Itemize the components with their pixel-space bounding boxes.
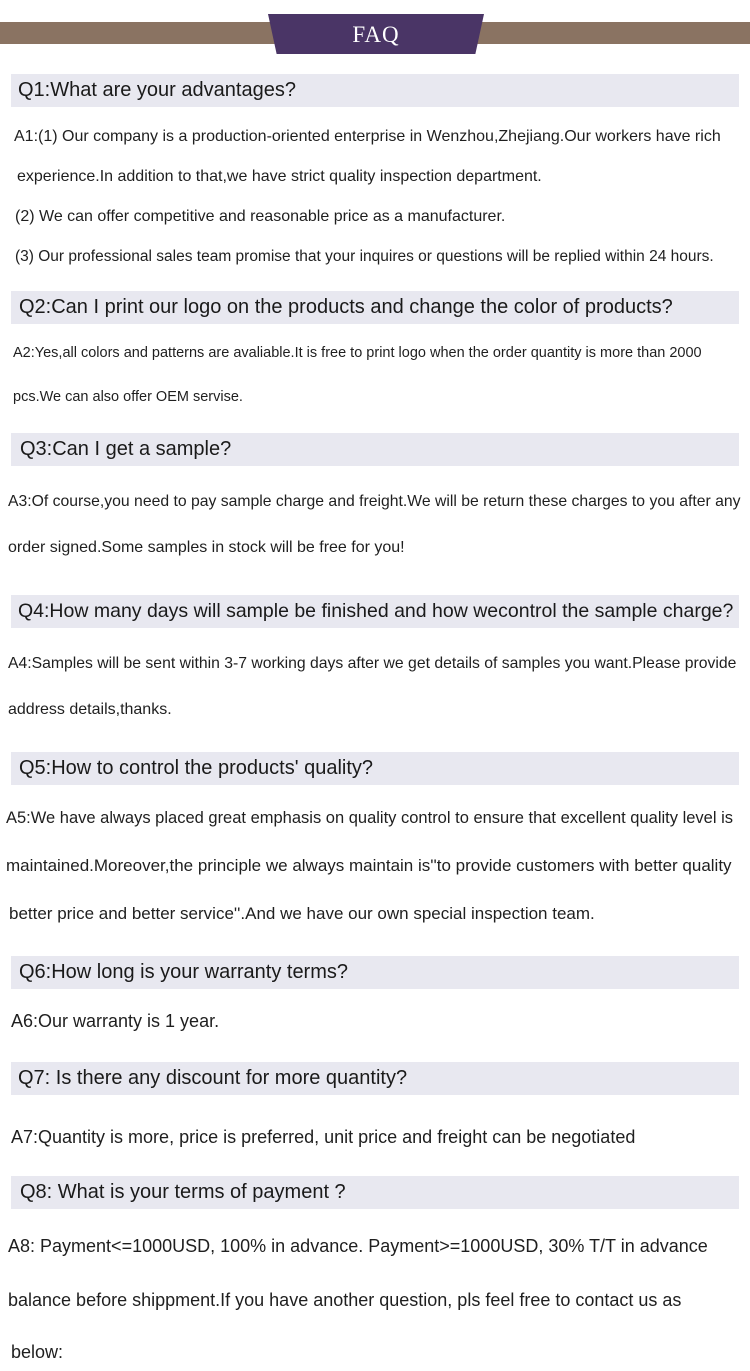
faq-answer-1-line-2: experience.In addition to that,we have strict quality inspection department. bbox=[17, 168, 542, 185]
faq-answer-3-line-1: A3:Of course,you need to pay sample charge and freight.We will be return these charges to you after any bbox=[8, 493, 741, 510]
faq-answer-1-line-1: A1:(1) Our company is a production-oriented enterprise in Wenzhou,Zhejiang.Our workers have rich bbox=[14, 128, 721, 145]
faq-question-6: Q6:How long is your warranty terms? bbox=[11, 956, 739, 989]
faq-answer-5-line-3: better price and better service''.And we have our own special inspection team. bbox=[9, 904, 595, 923]
faq-answer-4-line-1: A4:Samples will be sent within 3-7 working days after we get details of samples you want.Please provide bbox=[8, 655, 737, 672]
faq-question-8: Q8: What is your terms of payment ? bbox=[11, 1176, 739, 1209]
faq-question-2: Q2:Can I print our logo on the products and change the color of products? bbox=[11, 291, 739, 324]
faq-question-1: Q1:What are your advantages? bbox=[11, 74, 739, 107]
faq-answer-8-line-1: A8: Payment<=1000USD, 100% in advance. Payment>=1000USD, 30% T/T in advance bbox=[8, 1236, 708, 1256]
faq-answer-1-line-3: (2) We can offer competitive and reasonable price as a manufacturer. bbox=[15, 208, 506, 225]
faq-answer-8-line-2: balance before shippment.If you have another question, pls feel free to contact us as bbox=[8, 1290, 682, 1310]
page-title: FAQ bbox=[352, 22, 400, 47]
faq-answer-8-line-3: below: bbox=[11, 1342, 64, 1362]
faq-header bbox=[0, 0, 750, 56]
faq-answer-2-line-1: A2:Yes,all colors and patterns are avaliable.It is free to print logo when the order quantity is more than 2000 bbox=[13, 345, 702, 361]
faq-answer-3-line-2: order signed.Some samples in stock will be free for you! bbox=[8, 539, 405, 556]
faq-answer-1-line-4: (3) Our professional sales team promise that your inquires or questions will be replied within 24 hours. bbox=[15, 248, 714, 265]
faq-answer-5-line-2: maintained.Moreover,the principle we always maintain is''to provide customers with better quality bbox=[6, 856, 732, 875]
faq-answer-7-line-1: A7:Quantity is more, price is preferred, unit price and freight can be negotiated bbox=[11, 1127, 636, 1147]
faq-answer-5-line-1: A5:We have always placed great emphasis on quality control to ensure that excellent quality level is bbox=[6, 809, 734, 827]
faq-answer-4-line-2: address details,thanks. bbox=[8, 701, 172, 718]
faq-question-7: Q7: Is there any discount for more quantity? bbox=[11, 1062, 739, 1095]
faq-question-3: Q3:Can I get a sample? bbox=[11, 433, 739, 466]
faq-answer-6-line-1: A6:Our warranty is 1 year. bbox=[11, 1011, 220, 1031]
faq-answer-2-line-2: pcs.We can also offer OEM servise. bbox=[13, 389, 243, 405]
faq-question-5: Q5:How to control the products' quality? bbox=[11, 752, 739, 785]
faq-question-4: Q4:How many days will sample be finished and how wecontrol the sample charge? bbox=[11, 595, 739, 628]
